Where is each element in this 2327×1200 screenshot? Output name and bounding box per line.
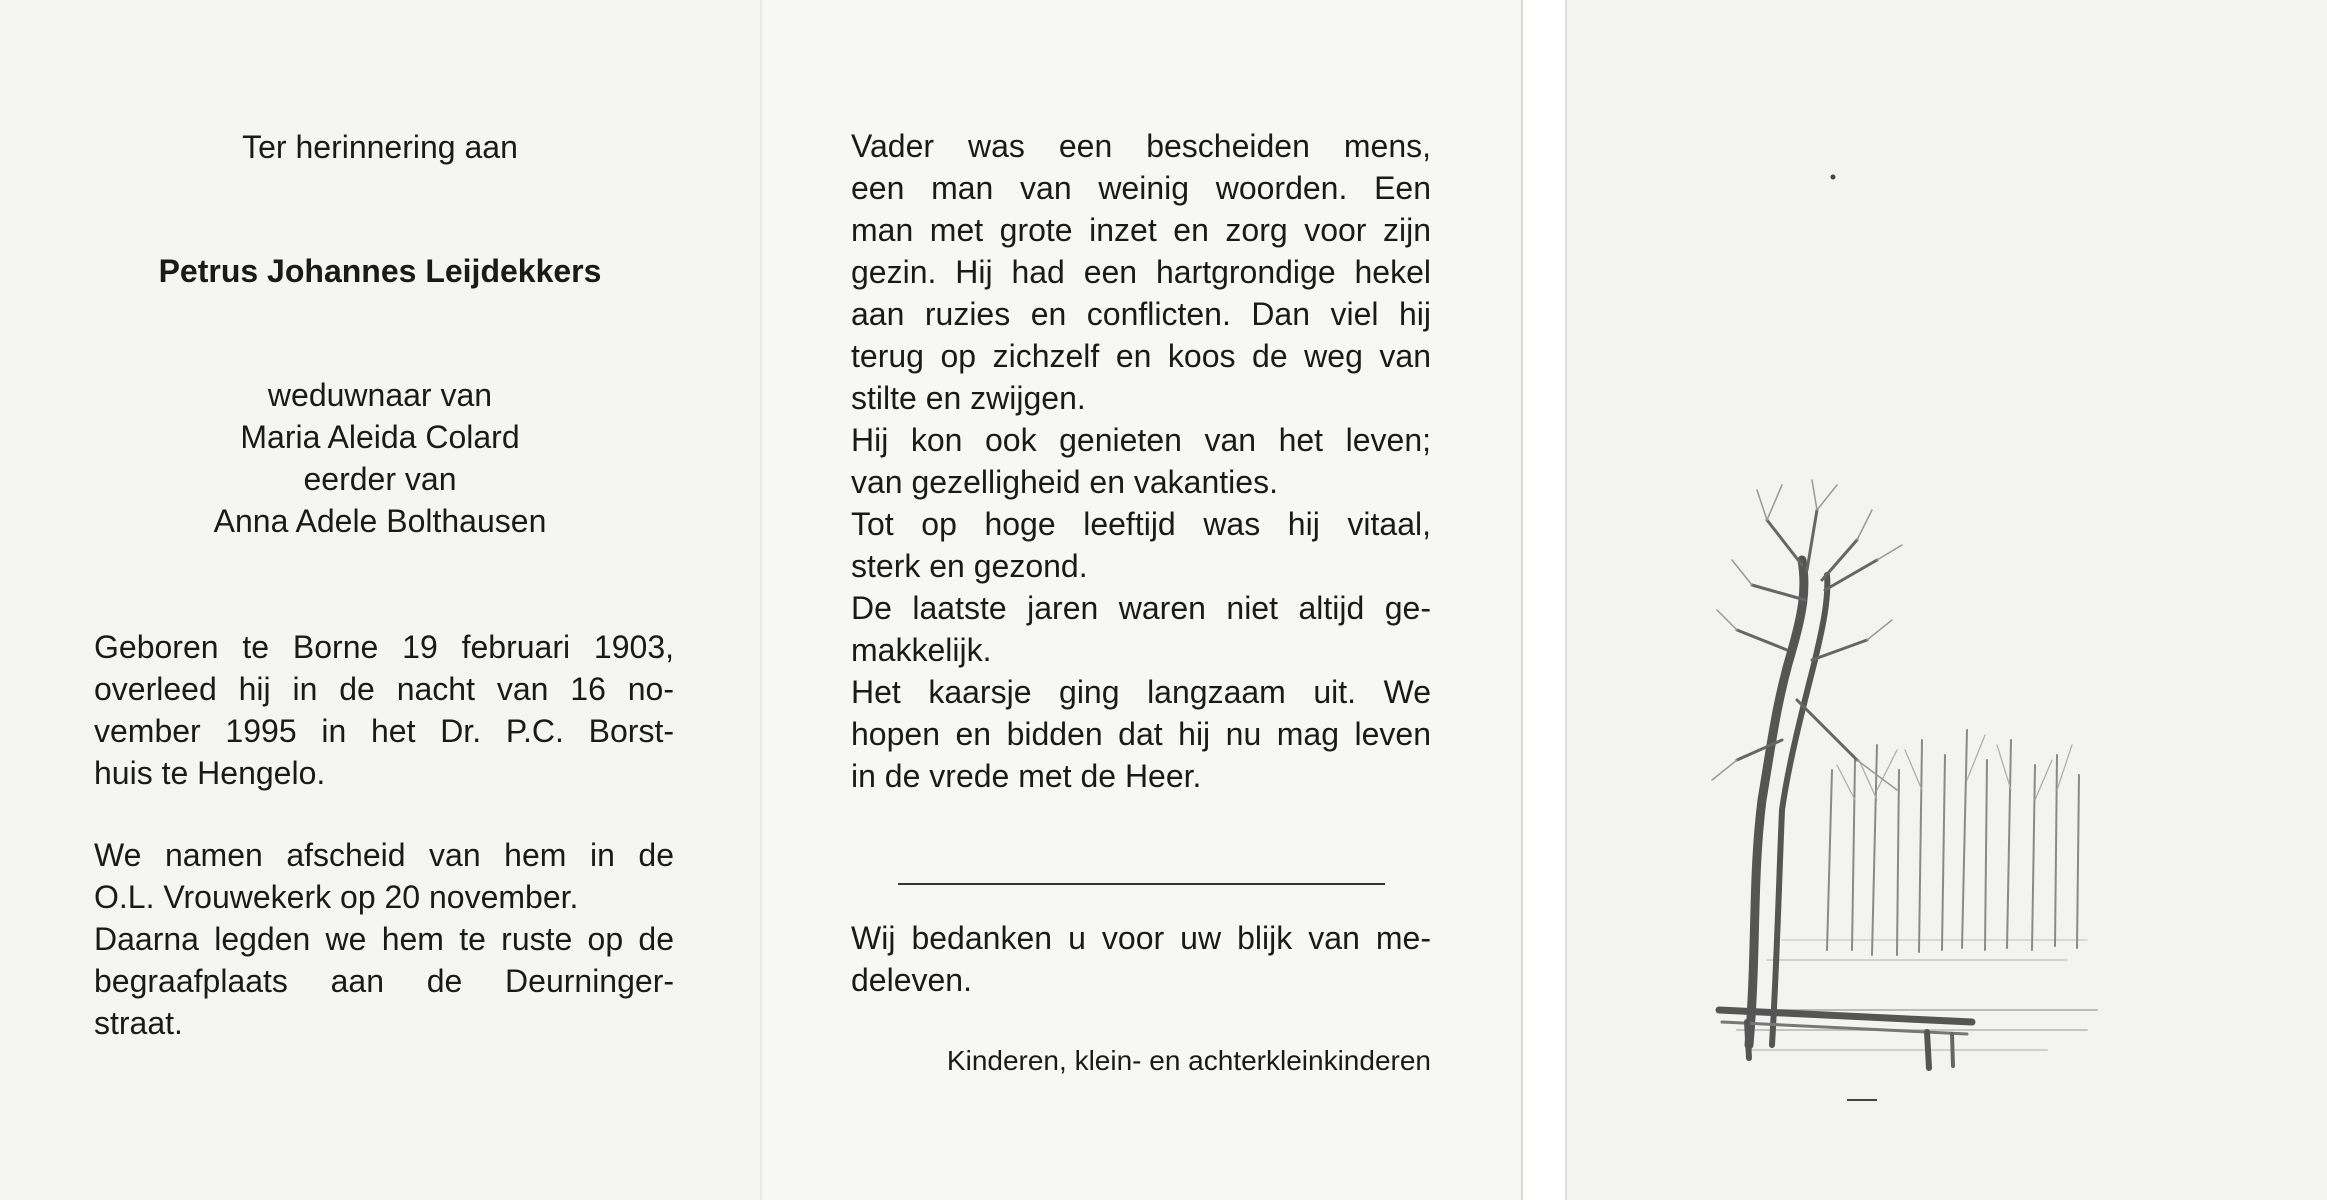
relation-line: Anna Adele Bolthausen: [213, 503, 547, 539]
deceased-name: Petrus Johannes Leijdekkers: [158, 253, 602, 289]
thanks-line: Wij bedanken u voor uw blijk van me-: [851, 920, 1431, 956]
body-line: man met grote inzet en zorg voor zijn: [851, 212, 1431, 248]
body-line: hopen en bidden dat hij nu mag leven: [851, 716, 1431, 752]
body-line: Het kaarsje ging langzaam uit. We: [851, 674, 1431, 710]
body-line: Vader was een bescheiden mens,: [851, 128, 1431, 164]
body-line: Hij kon ook genieten van het leven;: [851, 422, 1431, 458]
farewell-line: O.L. Vrouwekerk op 20 november.: [94, 879, 579, 915]
farewell-line: Daarna legden we hem te ruste op de: [94, 921, 674, 957]
relation-line: eerder van: [303, 461, 457, 497]
background-gap: [1523, 0, 1565, 1200]
farewell-line: We namen afscheid van hem in de: [94, 837, 674, 873]
body-line: stilte en zwijgen.: [851, 380, 1086, 416]
body-line: in de vrede met de Heer.: [851, 758, 1202, 794]
signature: Kinderen, klein- en achterkleinkinderen: [946, 1045, 1431, 1076]
front-cover-illustration: [1565, 0, 2327, 1200]
born-line: huis te Hengelo.: [94, 755, 326, 791]
body-line: Tot op hoge leeftijd was hij vitaal,: [851, 506, 1431, 542]
born-line: Geboren te Borne 19 februari 1903,: [94, 629, 674, 665]
farewell-line: straat.: [94, 1005, 183, 1041]
born-line: vember 1995 in het Dr. P.C. Borst-: [94, 713, 674, 749]
body-line: aan ruzies en conflicten. Dan viel hij: [851, 296, 1431, 332]
speck-mark: [1831, 175, 1836, 180]
winter-landscape-drawing: [1567, 0, 2327, 1200]
body-line: makkelijk.: [851, 632, 992, 668]
fold-line: [760, 0, 763, 1200]
body-line: sterk en gezond.: [851, 548, 1088, 584]
born-line: overleed hij in de nacht van 16 no-: [94, 671, 674, 707]
separator-line: [898, 883, 1385, 885]
body-line: De laatste jaren waren niet altijd ge-: [851, 590, 1431, 626]
body-line: van gezelligheid en vakanties.: [851, 464, 1278, 500]
thanks-line: deleven.: [851, 962, 972, 998]
relation-line: weduwnaar van: [267, 377, 493, 413]
relation-line: Maria Aleida Colard: [240, 419, 520, 455]
body-line: terug op zichzelf en koos de weg van: [851, 338, 1431, 374]
body-line: een man van weinig woorden. Een: [851, 170, 1431, 206]
intro-text: Ter herinnering aan: [242, 129, 518, 165]
body-line: gezin. Hij had een hartgrondige hekel: [851, 254, 1431, 290]
farewell-line: begraafplaats aan de Deurninger-: [94, 963, 674, 999]
